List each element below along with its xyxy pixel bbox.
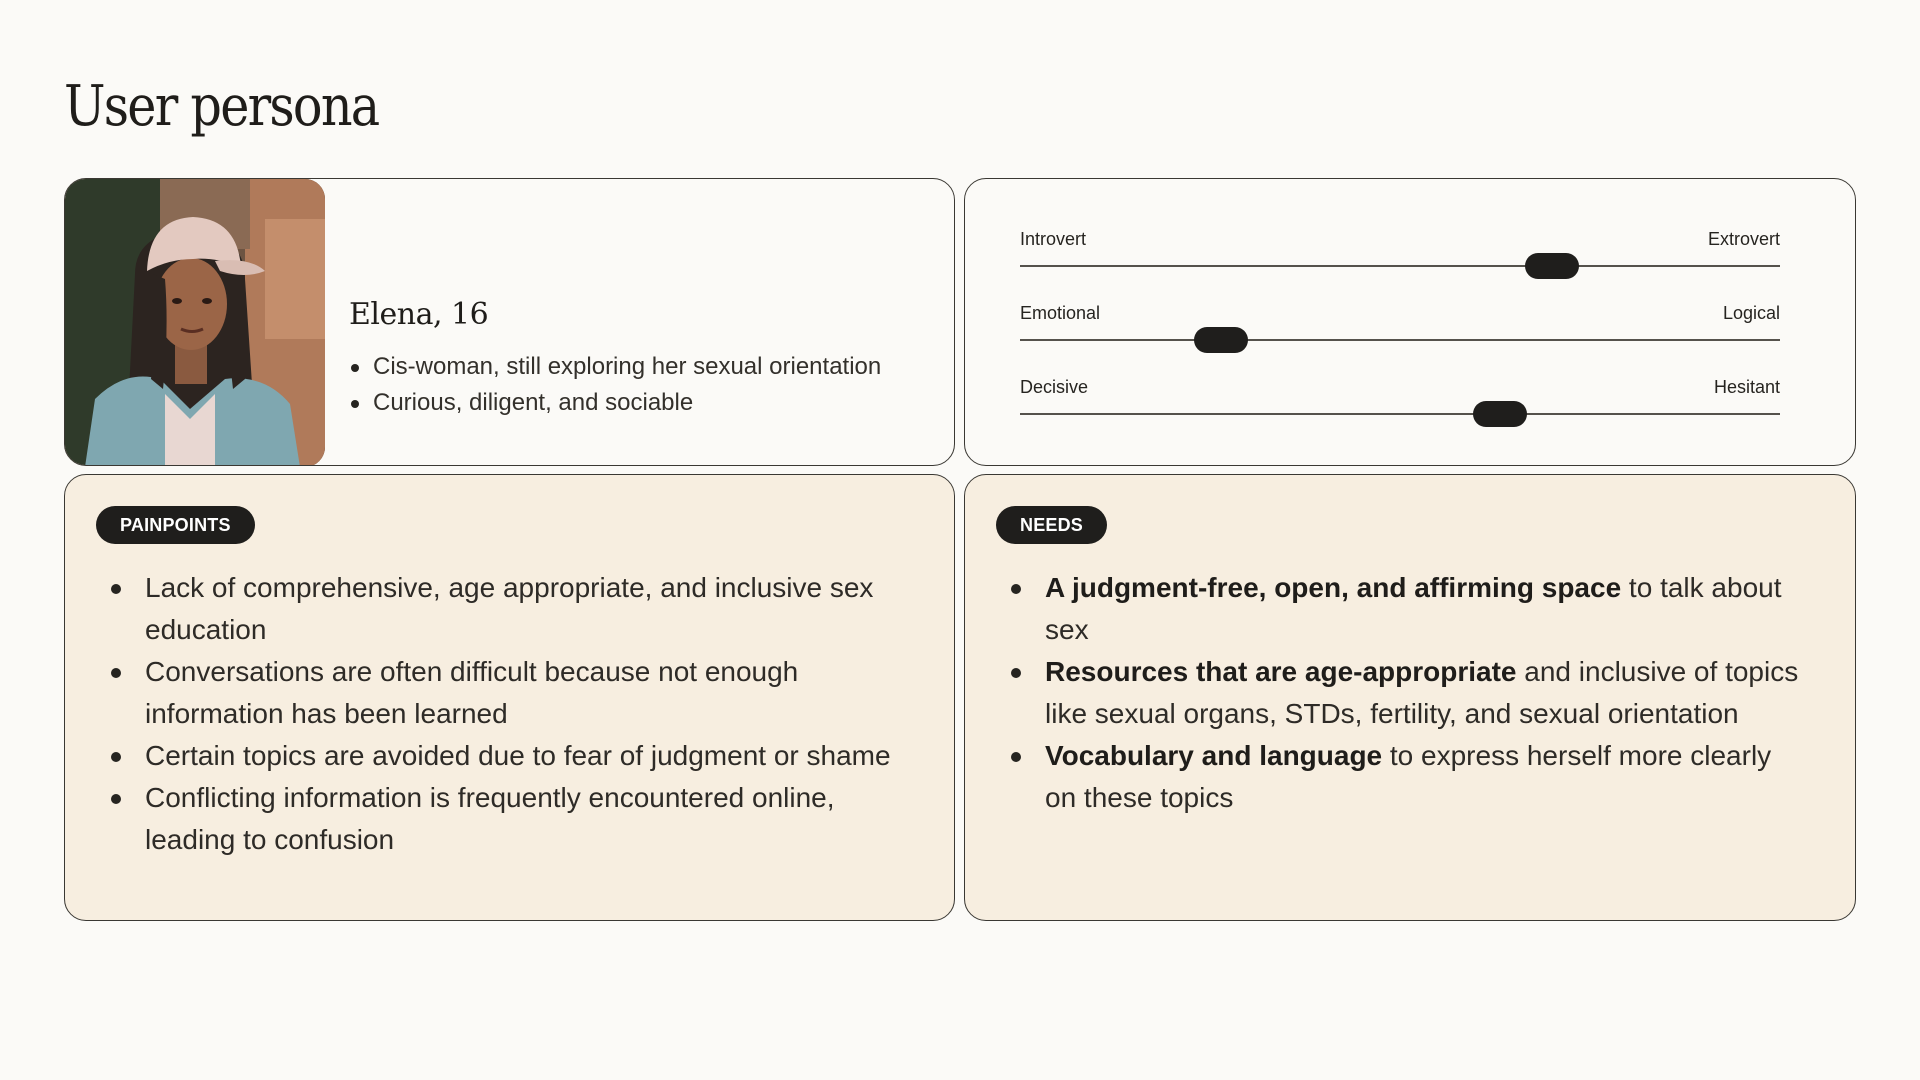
trait-slider-track xyxy=(1020,265,1780,267)
page-title: User persona xyxy=(64,74,379,139)
painpoints-card xyxy=(64,474,955,921)
trait-slider-track xyxy=(1020,413,1780,415)
persona-bullet: Curious, diligent, and sociable xyxy=(349,385,881,421)
trait-left-label: Decisive xyxy=(1020,377,1089,397)
need-item-emphasis: Resources that are age-appropriate xyxy=(1045,656,1517,687)
trait-introvert-extrovert xyxy=(1020,229,1780,279)
trait-left-label: Emotional xyxy=(1020,303,1101,323)
persona-portrait-illustration xyxy=(65,179,325,466)
trait-right-label: Logical xyxy=(1722,303,1780,323)
need-item-text: and inclusive of topics like sexual organs, STDs, fertility, and sexual orientation xyxy=(1045,656,1799,729)
needs-list xyxy=(1007,567,1807,819)
need-item xyxy=(1007,567,1807,651)
trait-slider-track xyxy=(1020,339,1780,341)
trait-slider-knob[interactable] xyxy=(1473,401,1527,427)
persona-summary-list xyxy=(349,349,881,421)
painpoint-item: Conversations are often difficult because not enough information has been learned xyxy=(107,651,907,735)
need-item-text: to talk about sex xyxy=(1045,572,1782,645)
persona-photo xyxy=(65,179,325,466)
trait-slider-knob[interactable] xyxy=(1194,327,1248,353)
painpoint-item: Certain topics are avoided due to fear of judgment or shame xyxy=(107,735,907,777)
painpoints-list xyxy=(107,567,907,861)
trait-right-label: Hesitant xyxy=(1713,377,1780,397)
trait-left-label: Introvert xyxy=(1020,229,1087,249)
painpoints-badge: PAINPOINTS xyxy=(96,506,255,544)
need-item-emphasis: Vocabulary and language xyxy=(1045,740,1383,771)
personality-traits-card xyxy=(964,178,1856,466)
needs-card xyxy=(964,474,1856,921)
persona-bullet: Cis-woman, still exploring her sexual orientation xyxy=(349,349,881,385)
need-item-emphasis: A judgment-free, open, and affirming space xyxy=(1045,572,1622,603)
need-item-text: to express herself more clearly on these topics xyxy=(1045,740,1772,813)
persona-profile-card xyxy=(64,178,955,466)
trait-slider-knob[interactable] xyxy=(1525,253,1579,279)
need-item xyxy=(1007,651,1807,735)
painpoint-item: Conflicting information is frequently encountered online, leading to confusion xyxy=(107,777,907,861)
trait-emotional-logical xyxy=(1020,303,1780,353)
painpoint-item: Lack of comprehensive, age appropriate, and inclusive sex education xyxy=(107,567,907,651)
trait-right-label: Extrovert xyxy=(1707,229,1780,249)
needs-badge: NEEDS xyxy=(996,506,1107,544)
persona-name: Elena, 16 xyxy=(349,297,489,332)
need-item xyxy=(1007,735,1807,819)
trait-decisive-hesitant xyxy=(1020,377,1780,427)
